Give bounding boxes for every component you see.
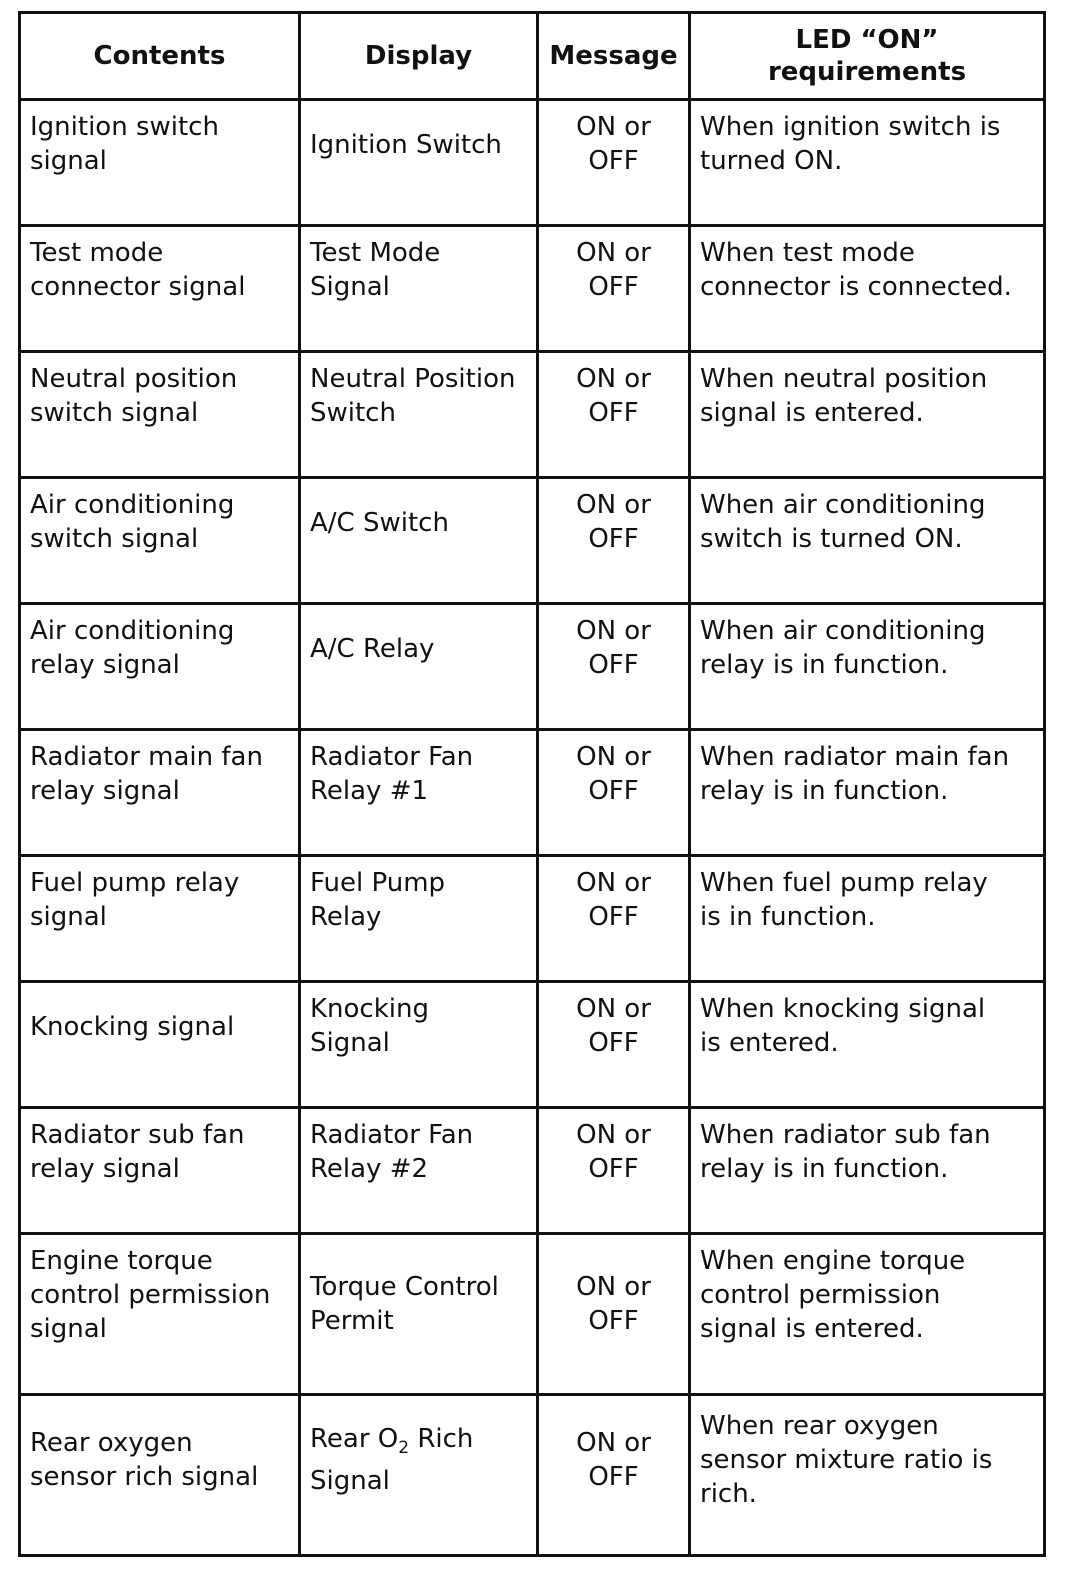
- cell-contents: [20, 352, 300, 478]
- contents-line: Neutral position: [30, 364, 238, 394]
- display-line: Fuel Pump: [310, 868, 446, 898]
- contents-line: relay signal: [30, 1154, 180, 1184]
- message-line: ON or: [576, 742, 651, 772]
- led-line: signal is entered.: [700, 1314, 924, 1344]
- led-line: When neutral position: [700, 364, 988, 394]
- display-line: Rich: [409, 1424, 474, 1454]
- display-line: Signal: [310, 1028, 390, 1058]
- header-message: Message: [538, 13, 690, 100]
- cell-contents: [20, 1234, 300, 1395]
- cell-display: [300, 478, 538, 604]
- display-line: Ignition Switch: [310, 129, 502, 160]
- message-line: OFF: [588, 1028, 639, 1058]
- cell-led-requirement: [690, 730, 1045, 856]
- message-line: ON or: [576, 1428, 651, 1458]
- display-line: Test Mode: [310, 238, 441, 268]
- cell-display: [300, 1234, 538, 1395]
- message-line: OFF: [588, 524, 639, 554]
- led-line: signal is entered.: [700, 398, 924, 428]
- message-line: OFF: [588, 146, 639, 176]
- cell-message: [538, 1395, 690, 1556]
- led-line: turned ON.: [700, 146, 843, 176]
- led-line: control permission: [700, 1280, 941, 1310]
- table-row: [20, 1395, 1045, 1556]
- message-line: ON or: [576, 490, 651, 520]
- contents-line: Knocking signal: [30, 1011, 235, 1042]
- cell-message: [538, 1234, 690, 1395]
- contents-line: Radiator sub fan: [30, 1120, 245, 1150]
- message-line: ON or: [576, 994, 651, 1024]
- contents-line: relay signal: [30, 650, 180, 680]
- message-line: ON or: [576, 238, 651, 268]
- cell-message: [538, 1108, 690, 1234]
- contents-line: control permission: [30, 1280, 271, 1310]
- table-row: [20, 478, 1045, 604]
- contents-line: Test mode: [30, 238, 164, 268]
- cell-led-requirement: [690, 478, 1045, 604]
- led-line: When radiator sub fan: [700, 1120, 991, 1150]
- header-led-requirements: [690, 13, 1045, 100]
- contents-line: signal: [30, 902, 107, 932]
- contents-line: Radiator main fan: [30, 742, 263, 772]
- cell-led-requirement: [690, 604, 1045, 730]
- display-line: Radiator Fan: [310, 1120, 474, 1150]
- table-row: [20, 352, 1045, 478]
- contents-line: Air conditioning: [30, 616, 235, 646]
- led-line: When engine torque: [700, 1246, 966, 1276]
- message-line: ON or: [576, 868, 651, 898]
- table-row: [20, 1234, 1045, 1395]
- cell-display: [300, 226, 538, 352]
- cell-message: [538, 604, 690, 730]
- table-row: [20, 730, 1045, 856]
- led-line: connector is connected.: [700, 272, 1012, 302]
- led-line: rich.: [700, 1479, 757, 1509]
- cell-contents: [20, 982, 300, 1108]
- led-line: relay is in function.: [700, 650, 949, 680]
- cell-message: [538, 730, 690, 856]
- led-line: is entered.: [700, 1028, 839, 1058]
- cell-contents: [20, 1108, 300, 1234]
- contents-line: Ignition switch: [30, 112, 219, 142]
- led-line: When radiator main fan: [700, 742, 1010, 772]
- led-line: When knocking signal: [700, 994, 986, 1024]
- led-line: relay is in function.: [700, 776, 949, 806]
- cell-contents: [20, 604, 300, 730]
- cell-contents: [20, 478, 300, 604]
- cell-display: [300, 352, 538, 478]
- display-line: Relay #2: [310, 1154, 429, 1184]
- table-row: [20, 1108, 1045, 1234]
- message-line: ON or: [576, 112, 651, 142]
- cell-display: [300, 604, 538, 730]
- cell-display: [300, 730, 538, 856]
- table-row: [20, 604, 1045, 730]
- display-line: Signal: [310, 1466, 390, 1496]
- contents-line: switch signal: [30, 524, 199, 554]
- display-line: Rear O: [310, 1424, 399, 1454]
- led-line: When test mode: [700, 238, 915, 268]
- display-line: Signal: [310, 272, 390, 302]
- contents-line: Engine torque: [30, 1246, 213, 1276]
- cell-led-requirement: [690, 856, 1045, 982]
- message-line: OFF: [588, 1154, 639, 1184]
- led-requirements-table: [18, 11, 1046, 1557]
- cell-message: [538, 352, 690, 478]
- contents-line: relay signal: [30, 776, 180, 806]
- contents-line: Rear oxygen: [30, 1428, 193, 1458]
- cell-led-requirement: [690, 1234, 1045, 1395]
- contents-line: signal: [30, 146, 107, 176]
- display-line: Knocking: [310, 994, 429, 1024]
- led-line: When fuel pump relay: [700, 868, 988, 898]
- cell-contents: [20, 856, 300, 982]
- table-row: [20, 982, 1045, 1108]
- display-line: Switch: [310, 398, 396, 428]
- cell-contents: [20, 100, 300, 226]
- display-line: A/C Relay: [310, 633, 435, 664]
- header-led-line2: requirements: [767, 57, 967, 87]
- message-line: ON or: [576, 1272, 651, 1302]
- message-line: OFF: [588, 776, 639, 806]
- message-line: ON or: [576, 364, 651, 394]
- message-line: OFF: [588, 1462, 639, 1492]
- display-line: A/C Switch: [310, 507, 449, 538]
- cell-led-requirement: [690, 226, 1045, 352]
- cell-display: [300, 1395, 538, 1556]
- led-line: switch is turned ON.: [700, 524, 963, 554]
- message-line: OFF: [588, 272, 639, 302]
- cell-led-requirement: [690, 1395, 1045, 1556]
- cell-contents: [20, 730, 300, 856]
- message-line: OFF: [588, 398, 639, 428]
- cell-message: [538, 100, 690, 226]
- contents-line: Air conditioning: [30, 490, 235, 520]
- table-row: [20, 100, 1045, 226]
- led-line: When air conditioning: [700, 490, 986, 520]
- cell-display: [300, 982, 538, 1108]
- cell-display: [300, 856, 538, 982]
- led-line: When ignition switch is: [700, 112, 1001, 142]
- header-row: [20, 13, 1045, 100]
- header-display: Display: [300, 13, 538, 100]
- led-line: When air conditioning: [700, 616, 986, 646]
- display-subscript: 2: [398, 1438, 410, 1459]
- cell-led-requirement: [690, 982, 1045, 1108]
- cell-display: [300, 100, 538, 226]
- message-line: OFF: [588, 650, 639, 680]
- contents-line: connector signal: [30, 272, 246, 302]
- header-contents: Contents: [20, 13, 300, 100]
- contents-line: switch signal: [30, 398, 199, 428]
- header-led-line1: LED “ON”: [795, 25, 939, 55]
- cell-message: [538, 982, 690, 1108]
- message-line: OFF: [588, 1306, 639, 1336]
- table-row: [20, 226, 1045, 352]
- cell-message: [538, 226, 690, 352]
- message-line: OFF: [588, 902, 639, 932]
- display-line: Permit: [310, 1306, 394, 1336]
- led-line: is in function.: [700, 902, 876, 932]
- table-row: [20, 856, 1045, 982]
- message-line: ON or: [576, 1120, 651, 1150]
- contents-line: sensor rich signal: [30, 1462, 259, 1492]
- message-line: ON or: [576, 616, 651, 646]
- contents-line: signal: [30, 1314, 107, 1344]
- cell-display: [300, 1108, 538, 1234]
- cell-contents: [20, 1395, 300, 1556]
- led-line: When rear oxygen: [700, 1411, 939, 1441]
- display-line: Torque Control: [310, 1272, 499, 1302]
- display-line: Neutral Position: [310, 364, 516, 394]
- display-line: Relay #1: [310, 776, 429, 806]
- contents-line: Fuel pump relay: [30, 868, 240, 898]
- cell-contents: [20, 226, 300, 352]
- cell-led-requirement: [690, 352, 1045, 478]
- cell-message: [538, 478, 690, 604]
- led-line: relay is in function.: [700, 1154, 949, 1184]
- cell-led-requirement: [690, 100, 1045, 226]
- led-line: sensor mixture ratio is: [700, 1445, 993, 1475]
- display-line: Radiator Fan: [310, 742, 474, 772]
- display-line: Relay: [310, 902, 382, 932]
- cell-message: [538, 856, 690, 982]
- cell-led-requirement: [690, 1108, 1045, 1234]
